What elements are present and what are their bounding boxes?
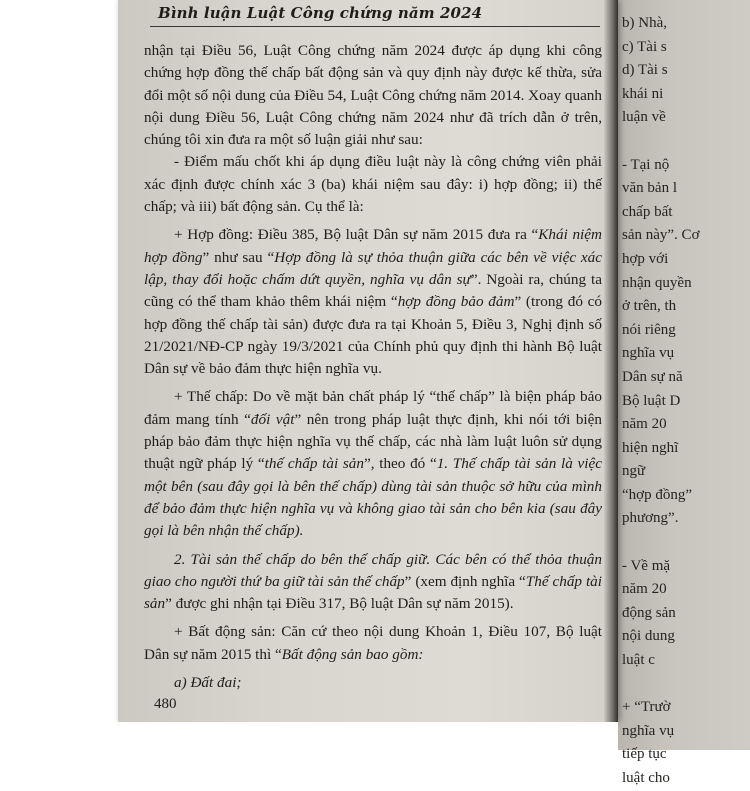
facing-line: - Tại nộ bbox=[622, 156, 670, 173]
book-spine-shadow bbox=[604, 0, 618, 722]
text-run: ”. Ngoài ra, chúng ta cũng có thể tham khảo thêm khái niệm “ bbox=[144, 270, 602, 311]
text-run: ” (trong đó có hợp đồng thế chấp tài sản) được đưa ra tại Khoản 5, Điều 3, Nghị định số 21/2021/NĐ-CP ngày 19/3/2021 của Chính phủ quy định thi hành Bộ luật Dân sự về bảo đảm thực hiện nghĩa vụ. bbox=[144, 293, 602, 378]
text-run: + Bất động sản: Căn cứ theo nội dung Khoản 1, Điều 107, Bộ luật Dân sự năm 2015 thì “ bbox=[144, 623, 602, 663]
page-number: 480 bbox=[154, 696, 177, 712]
facing-line: - Về mặ bbox=[622, 557, 671, 574]
paragraph-mortgage bbox=[144, 386, 602, 542]
facing-line: chấp bất bbox=[622, 203, 673, 220]
text-run: ” nên trong pháp luật thực định, khi nói tới biện pháp bảo đảm thực hiện nghĩa vụ thế chấp, các nhà làm luật luôn sử dụng thuật ngữ pháp lý “ bbox=[144, 410, 602, 473]
facing-line: năm 20 bbox=[622, 416, 667, 433]
facing-line: phương”. bbox=[622, 510, 679, 527]
paragraph-real-estate bbox=[144, 621, 602, 666]
facing-line: luật c bbox=[622, 652, 655, 669]
facing-line: d) Tài s bbox=[622, 62, 668, 79]
facing-line: c) Tài s bbox=[622, 38, 667, 55]
italic-quote: 2. Tài sản thế chấp do bên thế chấp giữ. Các bên có thể thỏa thuận giao cho người thứ ba giữ tài sản thế chấp bbox=[144, 550, 602, 590]
text-run: + Hợp đồng: Điều 385, Bộ luật Dân sự năm 2015 đưa ra “ bbox=[174, 226, 539, 244]
facing-line: hợp với bbox=[622, 250, 669, 267]
facing-line: hiện nghĩ bbox=[622, 439, 679, 456]
italic-quote: Bất động sản bao gồm: bbox=[281, 645, 424, 663]
paragraph-2: - Điểm mấu chốt khi áp dụng điều luật này là công chứng viên phải xác định được chính xác 3 (ba) khái niệm sau đây: i) hợp đồng; ii) thế chấp; và iii) bất động sản. Cụ thể là: bbox=[144, 153, 602, 216]
page-bottom-margin bbox=[118, 722, 618, 750]
paragraph-list-item-a: a) Đất đai; bbox=[174, 674, 242, 692]
facing-page bbox=[618, 0, 750, 786]
facing-line: nhận quyền bbox=[622, 274, 692, 291]
facing-line: sản này”. Cơ bbox=[622, 227, 700, 244]
facing-line: b) Nhà, bbox=[622, 15, 667, 31]
facing-line: luận về bbox=[622, 109, 666, 126]
paragraph-mortgage-2 bbox=[144, 549, 602, 616]
facing-line: nghĩa vụ bbox=[622, 722, 675, 739]
facing-line: văn bản l bbox=[622, 180, 677, 197]
text-run: + Thế chấp: Do về mặt bản chất pháp lý “thế chấp” là biện pháp bảo đảm mang tính “ bbox=[144, 388, 602, 428]
facing-line: Dân sự nă bbox=[622, 368, 683, 385]
header-rule bbox=[150, 26, 600, 27]
italic-term: Thế chấp tài sản bbox=[144, 572, 602, 613]
facing-line: nói riêng bbox=[622, 321, 676, 338]
italic-term: thế chấp tài sản bbox=[264, 455, 364, 473]
italic-term: Khái niệm hợp đồng bbox=[144, 226, 602, 266]
facing-line: ngữ bbox=[622, 463, 646, 480]
paragraph-contract bbox=[144, 224, 602, 380]
facing-line: ở trên, th bbox=[622, 298, 677, 315]
facing-line: năm 20 bbox=[622, 581, 667, 598]
facing-line bbox=[622, 130, 750, 154]
running-title: Bình luận Luật Công chứng năm 2024 bbox=[158, 4, 483, 22]
italic-quote: Hợp đồng là sự thỏa thuận giữa các bên về việc xác lập, thay đổi hoặc chấm dứt quyền, nghĩa vụ dân sự bbox=[144, 248, 602, 288]
text-run: ” như sau “ bbox=[202, 248, 275, 266]
facing-page-text bbox=[622, 12, 750, 791]
facing-line: nội dung bbox=[622, 628, 675, 645]
facing-line bbox=[622, 673, 750, 697]
text-run: ” (xem định nghĩa “ bbox=[404, 572, 526, 590]
text-run: ”, theo đó “ bbox=[363, 455, 437, 473]
italic-term: đối vật bbox=[250, 410, 295, 428]
italic-quote: 1. Thế chấp tài sản là việc một bên (sau đây gọi là bên thế chấp) dùng tài sản thuộc sở hữu của mình để bảo đảm thực hiện nghĩa vụ và không giao tài sản cho bên kia (sau đây gọi là bên nhận thế chấp). bbox=[144, 455, 602, 540]
facing-line: nghĩa vụ bbox=[622, 345, 675, 362]
text-run: ” được ghi nhận tại Điều 317, Bộ luật Dân sự năm 2015). bbox=[165, 595, 514, 613]
facing-line: “hợp đồng” bbox=[622, 486, 692, 503]
facing-line bbox=[622, 531, 750, 555]
facing-line: Bộ luật D bbox=[622, 392, 681, 409]
page-body bbox=[144, 40, 602, 694]
facing-line: động sản bbox=[622, 604, 676, 621]
italic-term: hợp đồng bảo đảm bbox=[397, 293, 515, 311]
facing-line: tiếp tục bbox=[622, 746, 667, 763]
paragraph-1: nhận tại Điều 56, Luật Công chứng năm 2024 được áp dụng khi công chứng hợp đồng thế chấp bất động sản và quy định này được kế thừa, sửa đổi một số nội dung của Điều 54, Luật Công chứng năm 2014. Xoay quanh nội dung Điều 56, Luật Công chứng năm 2024 như đã trích dẫn ở trên, chúng tôi xin đưa ra một số luận giải như sau: bbox=[144, 42, 602, 149]
facing-line: + “Trườ bbox=[622, 699, 671, 716]
facing-line: khái ni bbox=[622, 85, 664, 102]
facing-line: luật cho bbox=[622, 770, 670, 786]
